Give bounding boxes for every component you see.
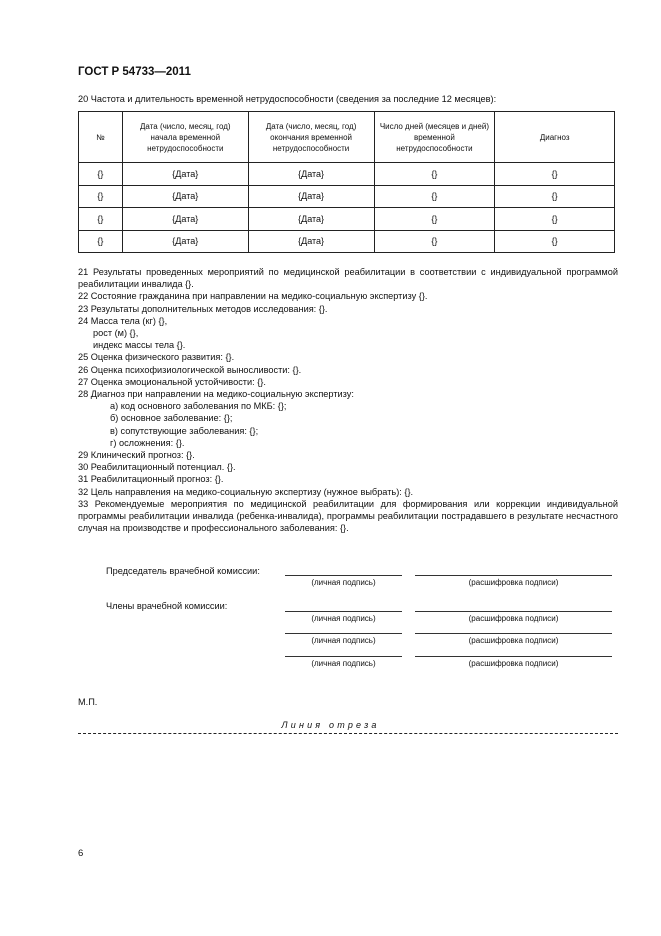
table-cell: {}	[79, 185, 123, 208]
transcript-caption: (расшифровка подписи)	[468, 578, 559, 587]
table-cell: {}	[374, 185, 495, 208]
item-24: 24 Масса тела (кг) {},	[78, 315, 168, 326]
sick-leave-table	[78, 111, 615, 253]
item-24-height: рост (м) {},	[93, 328, 139, 339]
item-26: 26 Оценка психофизиологической выносливости: {}.	[78, 364, 302, 375]
member-2-signature-line[interactable]	[285, 633, 402, 634]
table-cell: {Дата}	[248, 185, 374, 208]
item-33: 33 Рекомендуемые мероприятия по медицинской реабилитации для формирования или коррекции индивидуальной программы реабилитации инвалида (ребенка-инвалида), программы реабилитации пострадавшего в результате несчастного случая на производстве и профессионального заболевания: {}.	[78, 498, 618, 534]
table-cell: {Дата}	[122, 230, 248, 253]
item-28a: а) код основного заболевания по МКБ: {};	[110, 401, 287, 412]
stamp-place: М.П.	[78, 697, 98, 707]
table-cell: {Дата}	[122, 185, 248, 208]
form-items	[78, 266, 618, 534]
members-label: Члены врачебной комиссии:	[106, 601, 228, 611]
table-cell: {Дата}	[248, 163, 374, 186]
table-cell: {}	[495, 208, 615, 231]
page-number: 6	[78, 848, 84, 859]
transcript-caption: (расшифровка подписи)	[468, 614, 559, 623]
section-20-title: 20 Частота и длительность временной нетрудоспособности (сведения за последние 12 месяцев):	[78, 94, 497, 104]
column-header-diagnosis: Диагноз	[495, 112, 615, 163]
item-21: 21 Результаты проведенных мероприятий по медицинской реабилитации в соответствии с индивидуальной программой реабилитации инвалида {}.	[78, 267, 618, 290]
table-cell: {}	[374, 230, 495, 253]
item-23: 23 Результаты дополнительных методов исследования: {}.	[78, 303, 328, 314]
signature-caption: (личная подпись)	[311, 659, 376, 668]
member-2-transcript-line[interactable]	[415, 633, 612, 634]
document-header: ГОСТ Р 54733—2011	[78, 66, 191, 78]
signature-caption: (личная подпись)	[311, 614, 376, 623]
table-cell: {}	[495, 185, 615, 208]
table-cell: {}	[374, 208, 495, 231]
column-header-days: Число дней (месяцев и дней) временной нетрудоспособности	[374, 112, 495, 163]
member-1-transcript-line[interactable]	[415, 611, 612, 612]
item-30: 30 Реабилитационный потенциал. {}.	[78, 462, 236, 473]
table-cell: {Дата}	[122, 163, 248, 186]
table-header-row	[79, 112, 615, 163]
member-3-transcript-line[interactable]	[415, 656, 612, 657]
item-32: 32 Цель направления на медико-социальную экспертизу (нужное выбрать): {}.	[78, 486, 414, 497]
table-cell: {Дата}	[248, 230, 374, 253]
table-cell: {Дата}	[122, 208, 248, 231]
table-row	[79, 163, 615, 186]
table-row	[79, 230, 615, 253]
item-24-bmi: индекс массы тела {}.	[93, 340, 186, 351]
member-3-signature-line[interactable]	[285, 656, 402, 657]
table-cell: {}	[79, 208, 123, 231]
item-31: 31 Реабилитационный прогноз: {}.	[78, 474, 224, 485]
table-cell: {}	[79, 230, 123, 253]
table-row	[79, 208, 615, 231]
signature-caption: (личная подпись)	[311, 578, 376, 587]
table-cell: {}	[495, 163, 615, 186]
chairman-signature-line[interactable]	[285, 575, 402, 576]
item-28b: б) основное заболевание: {};	[110, 413, 233, 424]
item-28c: в) сопутствующие заболевания: {};	[110, 425, 259, 436]
column-header-number: №	[79, 112, 123, 163]
transcript-caption: (расшифровка подписи)	[468, 659, 559, 668]
cut-line	[78, 733, 618, 734]
table-cell: {}	[374, 163, 495, 186]
table-cell: {}	[495, 230, 615, 253]
item-22: 22 Состояние гражданина при направлении на медико-социальную экспертизу {}.	[78, 291, 428, 302]
table-cell: {}	[79, 163, 123, 186]
chairman-label: Председатель врачебной комиссии:	[106, 566, 260, 576]
member-1-signature-line[interactable]	[285, 611, 402, 612]
cut-line-label: Линия отреза	[281, 720, 380, 730]
transcript-caption: (расшифровка подписи)	[468, 636, 559, 645]
item-27: 27 Оценка эмоциональной устойчивости: {}.	[78, 376, 266, 387]
column-header-start-date: Дата (число, месяц, год) начала временной нетрудоспособности	[122, 112, 248, 163]
item-28: 28 Диагноз при направлении на медико-социальную экспертизу:	[78, 389, 354, 400]
signature-caption: (личная подпись)	[311, 636, 376, 645]
item-25: 25 Оценка физического развития: {}.	[78, 352, 235, 363]
item-28d: г) осложнения: {}.	[110, 437, 185, 448]
table-row	[79, 185, 615, 208]
item-29: 29 Клинический прогноз: {}.	[78, 450, 195, 461]
chairman-transcript-line[interactable]	[415, 575, 612, 576]
table-cell: {Дата}	[248, 208, 374, 231]
column-header-end-date: Дата (число, месяц, год) окончания временной нетрудоспособности	[248, 112, 374, 163]
